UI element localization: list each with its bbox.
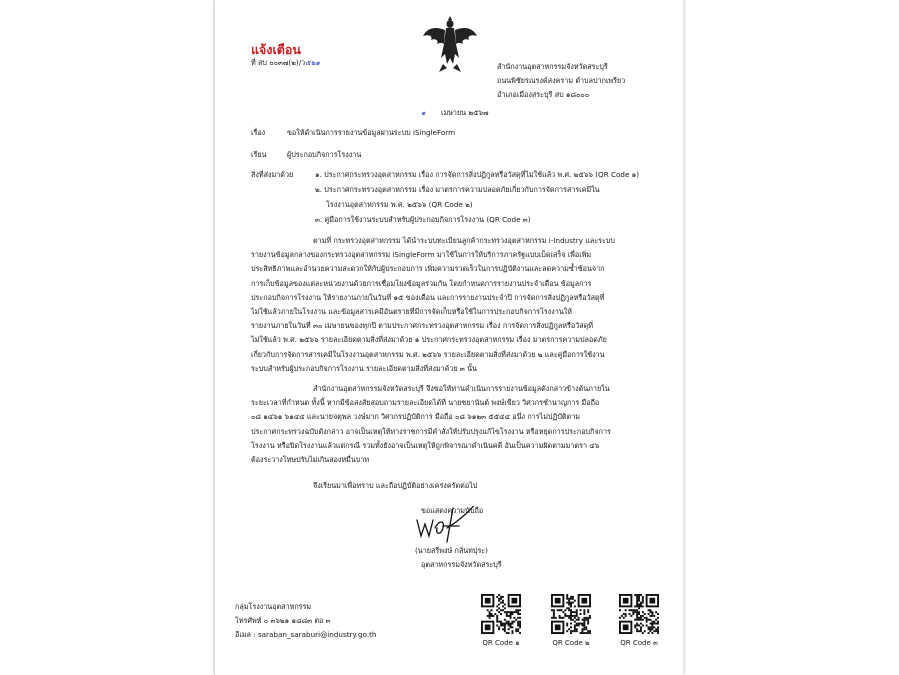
attachment-item-3: ๓. คู่มือการใช้งานระบบสำหรับผู้ประกอบกิจการโรงงาน (QR Code ๓) — [315, 215, 531, 224]
qr-code-3[interactable] — [619, 594, 659, 634]
attachments-label: สิ่งที่ส่งมาด้วย — [251, 170, 294, 179]
para2-line: สำนักงานอุตสาหกรรมจังหวัดสระบุรี จึงขอให้ท่านดำเนินการรายงานข้อมูลดังกล่าวข้างต้นภายใน — [313, 384, 610, 393]
qr-code-3-label: QR Code ๓ — [620, 639, 658, 647]
signature-regards: ขอแสดงความนับถือ — [421, 506, 484, 515]
qr-code-icon — [619, 594, 659, 634]
para2-line: ๐๘ ๑๔๖๑ ๖๑๔๔ และนายจตุพล วงษ์มาก วิศวกรปฏิบัติการ มือถือ ๐๘ ๖๑๒๓ ๕๕๔๔ อนึ่ง การไม่ปฏิบัติตาม — [251, 412, 580, 422]
footer-phone: โทรศัพท์ ๐ ๓๖๒๑ ๑๘๘๓ ต่อ ๓ — [235, 616, 331, 625]
office-line-2: ถนนพิชัยรณรงค์สงคราม ตำบลปากเพรียว — [497, 76, 626, 85]
closing-text: จึงเรียนมาเพื่อทราบ และถือปฏิบัติอย่างเคร่งครัดต่อไป — [313, 481, 478, 490]
para2-line: ต้องระวางโทษปรับไม่เกินสองหมื่นบาท — [251, 455, 370, 465]
para2-line: ระยะเวลาที่กำหนด ทั้งนี้ หากมีข้อสงสัยสอบถามรายละเอียดได้ที่ นายชยานันต์ พงษ์เขียว วิศวกรชำนาญการ มือถือ — [251, 398, 600, 408]
doc-number-handwritten: ๕๒๑ — [305, 58, 320, 67]
subject-label: เรื่อง — [251, 128, 266, 137]
para1-line: เกี่ยวกับการจัดการสารเคมีในโรงงานอุตสาหกรรม พ.ศ. ๒๕๖๖ รายละเอียดตามสิ่งที่ส่งมาด้วย ๒ และคู่มือการใช้งาน — [251, 349, 605, 359]
qr-code-1[interactable] — [481, 594, 521, 634]
para1-line: ไม่ใช้แล้วภายในโรงงาน และข้อมูลสารเคมีอันตรายที่มีการจัดเก็บหรือใช้ในการประกอบกิจการโรงงานให้ — [251, 307, 572, 317]
para1-line: ตามที่ กระทรวงอุตสาหกรรม ได้นำระบบทะเบียนลูกค้ากระทรวงอุตสาหกรรม i-Industry และระบบ — [313, 236, 615, 245]
date-day-handwritten: ๑ — [421, 108, 426, 117]
footer-department: กลุ่มโรงงานอุตสาหกรรม — [235, 602, 312, 611]
attachment-item-2: ๒. ประกาศกระทรวงอุตสาหกรรม เรื่อง มาตรการความปลอดภัยเกี่ยวกับการจัดการสารเคมีใน — [315, 185, 600, 194]
recipient-text: ผู้ประกอบกิจการโรงงาน — [287, 150, 362, 159]
office-line-3: อำเภอเมืองสระบุรี สบ ๑๘๐๐๐ — [497, 90, 590, 99]
para2-line: ประกาศกระทรวงฉบับดังกล่าว อาจเป็นเหตุให้ทางราชการมีคำสั่งให้ปรับปรุงแก้ไขโรงงาน หรือหยุดการประกอบกิจการ — [251, 426, 611, 436]
qr-code-2-label: QR Code ๒ — [552, 639, 590, 647]
document-page — [214, 0, 684, 675]
signer-position: อุตสาหกรรมจังหวัดสระบุรี — [421, 560, 502, 569]
qr-code-2[interactable] — [551, 594, 591, 634]
document-number — [251, 58, 320, 68]
footer-email: อีเมล : saraban_saraburi@industry.go.th — [235, 630, 377, 639]
para1-line: รายงานภายในวันที่ ๓๐ เมษายนของทุกปี ตามประกาศกระทรวงอุตสาหกรรม เรื่อง การจัดการสิ่งปฏิกูลหรือวัสดุที่ — [251, 321, 594, 331]
urgent-label: แจ้งเตือน — [251, 42, 301, 57]
attachment-item-2-cont: โรงงานอุตสาหกรรม พ.ศ. ๒๕๖๖ (QR Code ๒) — [326, 200, 473, 209]
document-date: เมษายน ๒๕๖๗ — [441, 108, 489, 117]
para2-line: โรงงาน หรือปิดโรงงานแล้วแต่กรณี รวมทั้งยังอาจเป็นเหตุให้ถูกพิจารณาดำเนินคดี อันเป็นความผิดตามมาตรา ๔๖ — [251, 440, 600, 450]
body-paragraph-2 — [251, 382, 611, 467]
para1-line: ประสิทธิภาพและอำนวยความสะดวกให้กับผู้ประกอบการ เพิ่มความรวดเร็วในการปฏิบัติงานและลดความซ้ำซ้อนจาก — [251, 264, 605, 274]
qr-code-1-label: QR Code ๑ — [482, 639, 520, 647]
body-paragraph-1 — [251, 234, 615, 376]
subject-text: ขอให้ดำเนินการรายงานข้อมูลผ่านระบบ iSingleForm — [287, 128, 456, 137]
para1-line: การเก็บข้อมูลของแต่ละหน่วยงานด้วยการเชื่อมโยงข้อมูลร่วมกัน โดยกำหนดการรายงานประจำเดือน ข้อมูลการ — [251, 278, 592, 288]
attachment-item-1: ๑. ประกาศกระทรวงอุตสาหกรรม เรื่อง การจัดการสิ่งปฏิกูลหรือวัสดุที่ไม่ใช้แล้ว พ.ศ. ๒๕๖๖ (QR Code ๑) — [315, 170, 640, 179]
handwritten-signature — [413, 506, 485, 546]
para1-line: ระบบสำหรับผู้ประกอบกิจการโรงงาน รายละเอียดตามสิ่งที่ส่งมาด้วย ๓ นั้น — [251, 363, 477, 373]
garuda-emblem-icon — [421, 14, 479, 74]
qr-code-icon — [481, 594, 521, 634]
para1-line: ไม่ใช้แล้ว พ.ศ. ๒๕๖๖ รายละเอียดตามสิ่งที่ส่งมาด้วย ๑ ประกาศกระทรวงอุตสาหกรรม เรื่อง มาตรการความปลอดภัย — [251, 335, 607, 345]
recipient-label: เรียน — [251, 150, 267, 159]
para1-line: รายงานข้อมูลกลางของกระทรวงอุตสาหกรรม iSingleForm มาใช้ในการให้บริการภาครัฐแบบเบ็ดเสร็จ เพื่อเพิ่ม — [251, 250, 592, 260]
qr-code-icon — [551, 594, 591, 634]
doc-number-text: ที่ สบ ๐๐๓๗(๒)/ว — [251, 58, 306, 67]
signer-name: (นายสรีพงษ์ กลั่นทปุระ) — [415, 546, 488, 555]
office-line-1: สำนักงานอุตสาหกรรมจังหวัดสระบุรี — [497, 62, 608, 71]
para1-line: ประกอบกิจการโรงงาน ให้รายงานภายในวันที่ ๑๕ ของเดือน และการรายงานประจำปี การจัดการสิ่งปฏิกูลหรือวัสดุที่ — [251, 292, 605, 302]
